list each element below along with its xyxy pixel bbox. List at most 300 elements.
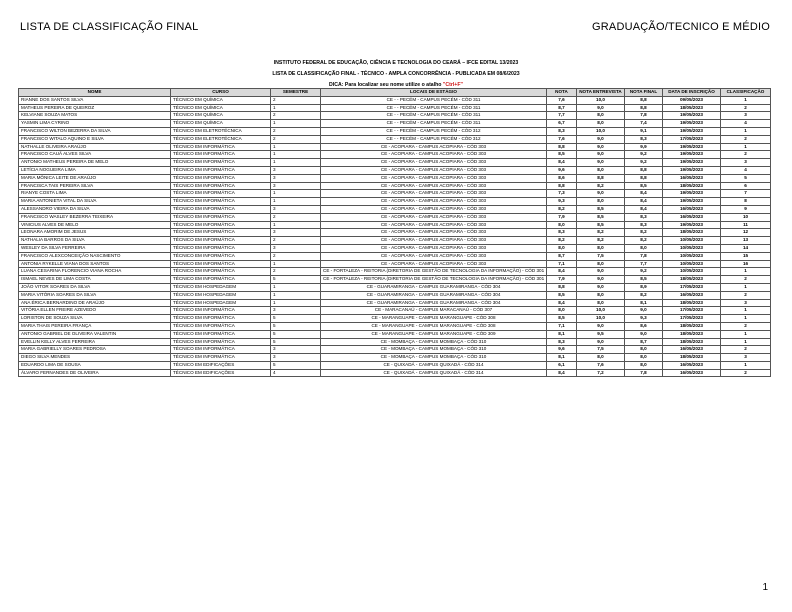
semester-cell: 1 bbox=[271, 299, 321, 307]
score-cell: 7,9 bbox=[547, 276, 577, 284]
semester-cell: 3 bbox=[271, 307, 321, 315]
student-name-cell: MARIA THAIS PEREIRA FRANÇA bbox=[19, 322, 171, 330]
table-row bbox=[19, 127, 771, 135]
table-row bbox=[19, 112, 771, 120]
registration-date-cell: 16/05/2023 bbox=[663, 205, 721, 213]
list-title: LISTA DE CLASSIFICAÇÃO FINAL bbox=[20, 21, 199, 33]
interview-score-cell: 8,8 bbox=[577, 174, 625, 182]
course-name-cell: TÉCNICO EM HOSPEDAGEM bbox=[171, 299, 271, 307]
registration-date-cell: 17/05/2023 bbox=[663, 283, 721, 291]
student-name-cell: MARIA VITÓRIA SOARES DA SILVA bbox=[19, 291, 171, 299]
table-row bbox=[19, 361, 771, 369]
internship-location-cell: CE - FORTALEZA - REITORIA (DIRETORIA DE GESTÃO DE TECNOLOGIA DA INFORMAÇÃO) - CÓD 301 bbox=[321, 276, 547, 284]
ranking-cell: 2 bbox=[721, 151, 771, 159]
table-row bbox=[19, 307, 771, 315]
interview-score-cell: 8,0 bbox=[577, 120, 625, 128]
final-score-cell: 7,8 bbox=[625, 252, 663, 260]
registration-date-cell: 18/05/2023 bbox=[663, 276, 721, 284]
internship-location-cell: CE - MARANGUAPE - CAMPUS MARANGUAPE - CÓD 308 bbox=[321, 322, 547, 330]
student-name-cell: ÁLVARO FERNANDES DE OLIVEIRA bbox=[19, 369, 171, 377]
interview-score-cell: 9,0 bbox=[577, 338, 625, 346]
course-name-cell: TÉCNICO EM QUÍMICA bbox=[171, 96, 271, 104]
semester-cell: 2 bbox=[271, 268, 321, 276]
student-name-cell: RIANYE COSTA LIMA bbox=[19, 190, 171, 198]
internship-location-cell: CE - ACOPIARA - CAMPUS ACOPIARA - CÓD 303 bbox=[321, 260, 547, 268]
student-name-cell: ISMAEL NEVES DE LIMA COSTA bbox=[19, 276, 171, 284]
student-name-cell: NATHALIA BARROS DA SILVA bbox=[19, 237, 171, 245]
course-name-cell: TÉCNICO EM INFORMÁTICA bbox=[171, 346, 271, 354]
ranking-cell: 10 bbox=[721, 213, 771, 221]
registration-date-cell: 16/05/2023 bbox=[663, 174, 721, 182]
ranking-cell: 13 bbox=[721, 237, 771, 245]
search-hint-shortcut: "Ctrl+F" bbox=[442, 82, 463, 88]
interview-score-cell: 8,2 bbox=[577, 229, 625, 237]
final-score-cell: 8,0 bbox=[625, 361, 663, 369]
semester-cell: 2 bbox=[271, 112, 321, 120]
internship-location-cell: CE - ACOPIARA - CAMPUS ACOPIARA - CÓD 303 bbox=[321, 151, 547, 159]
table-row bbox=[19, 221, 771, 229]
ranking-cell: 7 bbox=[721, 190, 771, 198]
semester-cell: 1 bbox=[271, 198, 321, 206]
semester-cell: 1 bbox=[271, 159, 321, 167]
semester-cell: 5 bbox=[271, 315, 321, 323]
course-name-cell: TÉCNICO EM HOSPEDAGEM bbox=[171, 291, 271, 299]
final-score-cell: 9,0 bbox=[625, 330, 663, 338]
final-score-cell: 8,5 bbox=[625, 182, 663, 190]
registration-date-cell: 10/05/2023 bbox=[663, 244, 721, 252]
final-score-cell: 8,7 bbox=[625, 338, 663, 346]
ranking-cell: 3 bbox=[721, 159, 771, 167]
score-cell: 6,1 bbox=[547, 361, 577, 369]
score-cell: 8,1 bbox=[547, 330, 577, 338]
score-cell: 8,8 bbox=[547, 143, 577, 151]
semester-cell: 1 bbox=[271, 104, 321, 112]
internship-location-cell: CE - GUARAMIRANGA - CAMPUS GUARAMIRANGA - CÓD 304 bbox=[321, 283, 547, 291]
semester-cell: 5 bbox=[271, 338, 321, 346]
ranking-cell: 6 bbox=[721, 182, 771, 190]
col-nota-entrevista-header: NOTA ENTREVISTA bbox=[577, 89, 625, 97]
semester-cell: 5 bbox=[271, 322, 321, 330]
interview-score-cell: 9,0 bbox=[577, 104, 625, 112]
course-name-cell: TÉCNICO EM INFORMÁTICA bbox=[171, 182, 271, 190]
registration-date-cell: 19/05/2023 bbox=[663, 159, 721, 167]
registration-date-cell: 16/05/2023 bbox=[663, 369, 721, 377]
final-score-cell: 8,4 bbox=[625, 198, 663, 206]
course-name-cell: TÉCNICO EM INFORMÁTICA bbox=[171, 221, 271, 229]
interview-score-cell: 9,0 bbox=[577, 151, 625, 159]
interview-score-cell: 9,5 bbox=[577, 330, 625, 338]
student-name-cell: LEONARA AMORIM DE JESUS bbox=[19, 229, 171, 237]
ranking-cell: 4 bbox=[721, 120, 771, 128]
score-cell: 9,6 bbox=[547, 166, 577, 174]
student-name-cell: LETÍCIA NOGUEIRA LIMA bbox=[19, 166, 171, 174]
level-title: GRADUAÇÃO/TECNICO E MÉDIO bbox=[592, 21, 770, 33]
interview-score-cell: 8,5 bbox=[577, 205, 625, 213]
final-score-cell: 9,2 bbox=[625, 151, 663, 159]
col-semestre-header: SEMESTRE bbox=[271, 89, 321, 97]
table-row bbox=[19, 182, 771, 190]
semester-cell: 1 bbox=[271, 291, 321, 299]
interview-score-cell: 8,0 bbox=[577, 354, 625, 362]
interview-score-cell: 9,0 bbox=[577, 135, 625, 143]
table-row bbox=[19, 346, 771, 354]
final-score-cell: 8,0 bbox=[625, 354, 663, 362]
registration-date-cell: 18/05/2023 bbox=[663, 182, 721, 190]
registration-date-cell: 19/05/2023 bbox=[663, 120, 721, 128]
semester-cell: 3 bbox=[271, 229, 321, 237]
ranking-cell: 2 bbox=[721, 322, 771, 330]
final-score-cell: 8,8 bbox=[625, 174, 663, 182]
course-name-cell: TÉCNICO EM INFORMÁTICA bbox=[171, 244, 271, 252]
semester-cell: 3 bbox=[271, 174, 321, 182]
registration-date-cell: 18/05/2023 bbox=[663, 299, 721, 307]
internship-location-cell: CE - MARANGUAPE - CAMPUS MARANGUAPE - CÓD 309 bbox=[321, 330, 547, 338]
registration-date-cell: 16/05/2023 bbox=[663, 346, 721, 354]
internship-location-cell: CE - QUIXADÁ - CAMPUS QUIXADÁ - CÓD 314 bbox=[321, 369, 547, 377]
interview-score-cell: 9,0 bbox=[577, 283, 625, 291]
ranking-cell: 16 bbox=[721, 260, 771, 268]
score-cell: 7,1 bbox=[547, 322, 577, 330]
table-row bbox=[19, 205, 771, 213]
student-name-cell: FRANCISCO CAUÃ ALVES SILVA bbox=[19, 151, 171, 159]
course-name-cell: TÉCNICO EM ELETROTÉCNICA bbox=[171, 135, 271, 143]
semester-cell: 2 bbox=[271, 135, 321, 143]
registration-date-cell: 19/05/2023 bbox=[663, 143, 721, 151]
table-body bbox=[19, 96, 771, 377]
final-score-cell: 8,4 bbox=[625, 190, 663, 198]
student-name-cell: ANTONIO GABRIEL DE OLIVEIRA VALENTIN bbox=[19, 330, 171, 338]
col-locais-header: LOCAIS DE ESTÁGIO bbox=[321, 89, 547, 97]
student-name-cell: KELVIANE SOUZA MATOS bbox=[19, 112, 171, 120]
student-name-cell: ANA ÉRICA BERNARDINO DE ARAÚJO bbox=[19, 299, 171, 307]
final-score-cell: 8,4 bbox=[625, 205, 663, 213]
internship-location-cell: CE - MOMBAÇA - CAMPUS MOMBAÇA - CÓD 310 bbox=[321, 354, 547, 362]
semester-cell: 1 bbox=[271, 151, 321, 159]
student-name-cell: LORISTON DE SOUZA SILVA bbox=[19, 315, 171, 323]
registration-date-cell: 10/05/2023 bbox=[663, 252, 721, 260]
semester-cell: 3 bbox=[271, 244, 321, 252]
semester-cell: 2 bbox=[271, 252, 321, 260]
table-row bbox=[19, 198, 771, 206]
interview-score-cell: 7,5 bbox=[577, 252, 625, 260]
score-cell: 7,6 bbox=[547, 96, 577, 104]
course-name-cell: TÉCNICO EM INFORMÁTICA bbox=[171, 166, 271, 174]
course-name-cell: TÉCNICO EM INFORMÁTICA bbox=[171, 205, 271, 213]
internship-location-cell: CE - ACOPIARA - CAMPUS ACOPIARA - CÓD 303 bbox=[321, 190, 547, 198]
semester-cell: 1 bbox=[271, 221, 321, 229]
internship-location-cell: CE - MOMBAÇA - CAMPUS MOMBAÇA - CÓD 310 bbox=[321, 346, 547, 354]
score-cell: 8,4 bbox=[547, 268, 577, 276]
student-name-cell: MATHEUS PEREIRA DE QUEIROZ bbox=[19, 104, 171, 112]
course-name-cell: TÉCNICO EM INFORMÁTICA bbox=[171, 252, 271, 260]
score-cell: 8,0 bbox=[547, 244, 577, 252]
table-row bbox=[19, 244, 771, 252]
semester-cell: 3 bbox=[271, 166, 321, 174]
semester-cell: 5 bbox=[271, 361, 321, 369]
registration-date-cell: 18/05/2023 bbox=[663, 354, 721, 362]
internship-location-cell: CE - ACOPIARA - CAMPUS ACOPIARA - CÓD 303 bbox=[321, 174, 547, 182]
internship-location-cell: CE - - PECÉM - CAMPUS PECÉM - CÓD 311 bbox=[321, 112, 547, 120]
registration-date-cell: 18/05/2023 bbox=[663, 229, 721, 237]
interview-score-cell: 8,0 bbox=[577, 244, 625, 252]
registration-date-cell: 19/05/2023 bbox=[663, 151, 721, 159]
internship-location-cell: CE - ACOPIARA - CAMPUS ACOPIARA - CÓD 303 bbox=[321, 182, 547, 190]
ranking-cell: 2 bbox=[721, 104, 771, 112]
course-name-cell: TÉCNICO EM INFORMÁTICA bbox=[171, 229, 271, 237]
registration-date-cell: 19/05/2023 bbox=[663, 221, 721, 229]
score-cell: 7,6 bbox=[547, 135, 577, 143]
table-row bbox=[19, 166, 771, 174]
course-name-cell: TÉCNICO EM INFORMÁTICA bbox=[171, 151, 271, 159]
final-score-cell: 8,8 bbox=[625, 104, 663, 112]
student-name-cell: LUANA CESARINA FLORENCIO VIANA ROCHA bbox=[19, 268, 171, 276]
registration-date-cell: 18/05/2023 bbox=[663, 104, 721, 112]
table-row bbox=[19, 299, 771, 307]
score-cell: 8,1 bbox=[547, 354, 577, 362]
score-cell: 8,2 bbox=[547, 237, 577, 245]
final-score-cell: 9,3 bbox=[625, 315, 663, 323]
ranking-cell: 11 bbox=[721, 221, 771, 229]
col-nome-header: NOME bbox=[19, 89, 171, 97]
score-cell: 8,4 bbox=[547, 159, 577, 167]
score-cell: 7,9 bbox=[547, 213, 577, 221]
semester-cell: 2 bbox=[271, 213, 321, 221]
registration-date-cell: 17/05/2023 bbox=[663, 135, 721, 143]
semester-cell: 3 bbox=[271, 182, 321, 190]
registration-date-cell: 19/05/2023 bbox=[663, 198, 721, 206]
internship-location-cell: CE - MARACANAÚ - CAMPUS MARACANAÚ - CÓD 307 bbox=[321, 307, 547, 315]
ranking-cell: 3 bbox=[721, 354, 771, 362]
internship-location-cell: CE - - PECÉM - CAMPUS PECÉM - CÓD 311 bbox=[321, 120, 547, 128]
ranking-cell: 1 bbox=[721, 338, 771, 346]
table-header-row bbox=[19, 89, 771, 97]
final-score-cell: 8,6 bbox=[625, 322, 663, 330]
table-row bbox=[19, 322, 771, 330]
registration-date-cell: 10/05/2023 bbox=[663, 237, 721, 245]
registration-date-cell: 16/05/2023 bbox=[663, 291, 721, 299]
course-name-cell: TÉCNICO EM ELETROTÉCNICA bbox=[171, 127, 271, 135]
document-heading bbox=[0, 58, 792, 91]
final-score-cell: 9,0 bbox=[625, 307, 663, 315]
final-score-cell: 8,1 bbox=[625, 299, 663, 307]
internship-location-cell: CE - QUIXADÁ - CAMPUS QUIXADÁ - CÓD 314 bbox=[321, 361, 547, 369]
ranking-cell: 1 bbox=[721, 361, 771, 369]
semester-cell: 2 bbox=[271, 237, 321, 245]
ranking-cell: 4 bbox=[721, 166, 771, 174]
course-name-cell: TÉCNICO EM INFORMÁTICA bbox=[171, 143, 271, 151]
table-row bbox=[19, 330, 771, 338]
semester-cell: 3 bbox=[271, 354, 321, 362]
semester-cell: 3 bbox=[271, 205, 321, 213]
semester-cell: 1 bbox=[271, 143, 321, 151]
ranking-cell: 1 bbox=[721, 127, 771, 135]
course-name-cell: TÉCNICO EM HOSPEDAGEM bbox=[171, 283, 271, 291]
score-cell: 8,4 bbox=[547, 299, 577, 307]
score-cell: 8,4 bbox=[547, 369, 577, 377]
student-name-cell: NATHALLE OLIVEIRA ARAÚJO bbox=[19, 143, 171, 151]
interview-score-cell: 10,0 bbox=[577, 307, 625, 315]
final-score-cell: 8,2 bbox=[625, 229, 663, 237]
interview-score-cell: 10,0 bbox=[577, 96, 625, 104]
registration-date-cell: 16/05/2023 bbox=[663, 213, 721, 221]
final-score-cell: 8,0 bbox=[625, 346, 663, 354]
course-name-cell: TÉCNICO EM INFORMÁTICA bbox=[171, 198, 271, 206]
student-name-cell: ALESSANDRO VIEIRA DA SILVA bbox=[19, 205, 171, 213]
ranking-cell: 1 bbox=[721, 268, 771, 276]
final-score-cell: 8,2 bbox=[625, 237, 663, 245]
table-row bbox=[19, 213, 771, 221]
final-score-cell: 7,8 bbox=[625, 369, 663, 377]
interview-score-cell: 9,0 bbox=[577, 190, 625, 198]
interview-score-cell: 9,0 bbox=[577, 268, 625, 276]
list-description-line: LISTA DE CLASSIFICAÇÃO FINAL - TÉCNICO - AMPLA CONCORRÊNCIA - PUBLICADA EM 08/6/2023 bbox=[272, 71, 520, 77]
score-cell: 8,6 bbox=[547, 174, 577, 182]
score-cell: 7,3 bbox=[547, 190, 577, 198]
table-row bbox=[19, 104, 771, 112]
interview-score-cell: 8,2 bbox=[577, 237, 625, 245]
student-name-cell: EVELLIN KELLY ALVES FERREIRA bbox=[19, 338, 171, 346]
student-name-cell: FRANCISCO WASLEY BEZERRA TEIXEIRA bbox=[19, 213, 171, 221]
table-row bbox=[19, 291, 771, 299]
table-row bbox=[19, 237, 771, 245]
score-cell: 9,3 bbox=[547, 198, 577, 206]
student-name-cell: WESLEY DA SILVA FERREIRA bbox=[19, 244, 171, 252]
table-row bbox=[19, 369, 771, 377]
classification-table bbox=[18, 88, 771, 377]
page-number: 1 bbox=[762, 582, 768, 593]
final-score-cell: 8,8 bbox=[625, 96, 663, 104]
final-score-cell: 8,0 bbox=[625, 244, 663, 252]
semester-cell: 1 bbox=[271, 283, 321, 291]
score-cell: 8,0 bbox=[547, 307, 577, 315]
semester-cell: 3 bbox=[271, 346, 321, 354]
score-cell: 8,7 bbox=[547, 252, 577, 260]
interview-score-cell: 8,0 bbox=[577, 112, 625, 120]
ranking-cell: 3 bbox=[721, 299, 771, 307]
registration-date-cell: 19/05/2023 bbox=[663, 127, 721, 135]
student-name-cell: JOÃO VITOR SOARES DA SILVA bbox=[19, 283, 171, 291]
registration-date-cell: 19/05/2023 bbox=[663, 166, 721, 174]
interview-score-cell: 9,0 bbox=[577, 143, 625, 151]
interview-score-cell: 8,5 bbox=[577, 213, 625, 221]
table-row bbox=[19, 283, 771, 291]
score-cell: 8,8 bbox=[547, 283, 577, 291]
final-score-cell: 7,8 bbox=[625, 112, 663, 120]
internship-location-cell: CE - FORTALEZA - REITORIA (DIRETORIA DE GESTÃO DE TECNOLOGIA DA INFORMAÇÃO) - CÓD 301 bbox=[321, 268, 547, 276]
table-row bbox=[19, 143, 771, 151]
internship-location-cell: CE - ACOPIARA - CAMPUS ACOPIARA - CÓD 303 bbox=[321, 244, 547, 252]
student-name-cell: RIANNE DOS SANTOS SILVA bbox=[19, 96, 171, 104]
ranking-cell: 1 bbox=[721, 143, 771, 151]
final-score-cell: 8,9 bbox=[625, 283, 663, 291]
student-name-cell: ANTONIO MATHEUS PEREIRA DE MELO bbox=[19, 159, 171, 167]
registration-date-cell: 10/05/2023 bbox=[663, 260, 721, 268]
internship-location-cell: CE - ACOPIARA - CAMPUS ACOPIARA - CÓD 303 bbox=[321, 159, 547, 167]
internship-location-cell: CE - MOMBAÇA - CAMPUS MOMBAÇA - CÓD 310 bbox=[321, 338, 547, 346]
internship-location-cell: CE - ACOPIARA - CAMPUS ACOPIARA - CÓD 303 bbox=[321, 198, 547, 206]
interview-score-cell: 10,0 bbox=[577, 127, 625, 135]
internship-location-cell: CE - ACOPIARA - CAMPUS ACOPIARA - CÓD 303 bbox=[321, 229, 547, 237]
col-classificacao-header: CLASSIFICAÇÃO bbox=[721, 89, 771, 97]
interview-score-cell: 9,0 bbox=[577, 159, 625, 167]
table-row bbox=[19, 174, 771, 182]
ranking-cell: 2 bbox=[721, 369, 771, 377]
semester-cell: 1 bbox=[271, 190, 321, 198]
registration-date-cell: 19/05/2023 bbox=[663, 112, 721, 120]
student-name-cell: FRANCISCA TAIS PEREIRA SILVA bbox=[19, 182, 171, 190]
interview-score-cell: 8,0 bbox=[577, 291, 625, 299]
ranking-cell: 2 bbox=[721, 276, 771, 284]
registration-date-cell: 19/05/2023 bbox=[663, 190, 721, 198]
course-name-cell: TÉCNICO EM INFORMÁTICA bbox=[171, 174, 271, 182]
course-name-cell: TÉCNICO EM INFORMÁTICA bbox=[171, 322, 271, 330]
internship-location-cell: CE - ACOPIARA - CAMPUS ACOPIARA - CÓD 303 bbox=[321, 237, 547, 245]
interview-score-cell: 8,0 bbox=[577, 198, 625, 206]
table-row bbox=[19, 315, 771, 323]
final-score-cell: 8,8 bbox=[625, 166, 663, 174]
course-name-cell: TÉCNICO EM INFORMÁTICA bbox=[171, 330, 271, 338]
search-hint-text: DICA: Para localizar seu nome utilize o atalho bbox=[329, 82, 443, 88]
student-name-cell: MARIA GABRIELLY SOARES PEDROSA bbox=[19, 346, 171, 354]
table-row bbox=[19, 354, 771, 362]
score-cell: 8,5 bbox=[547, 151, 577, 159]
final-score-cell: 8,3 bbox=[625, 221, 663, 229]
ranking-cell: 1 bbox=[721, 307, 771, 315]
course-name-cell: TÉCNICO EM INFORMÁTICA bbox=[171, 276, 271, 284]
interview-score-cell: 9,0 bbox=[577, 276, 625, 284]
ranking-cell: 3 bbox=[721, 112, 771, 120]
student-name-cell: MARIA MÔNICA LEITE DE ARAÚJO bbox=[19, 174, 171, 182]
score-cell: 8,8 bbox=[547, 182, 577, 190]
table-row bbox=[19, 159, 771, 167]
student-name-cell: VINICIUS ALVES DE MELO bbox=[19, 221, 171, 229]
student-name-cell: VITÓRIA ELLEN FREIRE AZEVEDO bbox=[19, 307, 171, 315]
table-row bbox=[19, 151, 771, 159]
semester-cell: 1 bbox=[271, 260, 321, 268]
student-name-cell: MARIA ANTONIETA VITAL DA SILVA bbox=[19, 198, 171, 206]
interview-score-cell: 8,5 bbox=[577, 221, 625, 229]
internship-location-cell: CE - MARANGUAPE - CAMPUS MARANGUAPE - CÓD 308 bbox=[321, 315, 547, 323]
table-row bbox=[19, 252, 771, 260]
final-score-cell: 8,3 bbox=[625, 213, 663, 221]
course-name-cell: TÉCNICO EM INFORMÁTICA bbox=[171, 315, 271, 323]
internship-location-cell: CE - ACOPIARA - CAMPUS ACOPIARA - CÓD 303 bbox=[321, 166, 547, 174]
ranking-cell: 1 bbox=[721, 96, 771, 104]
ranking-cell: 1 bbox=[721, 330, 771, 338]
final-score-cell: 9,9 bbox=[625, 143, 663, 151]
table-row bbox=[19, 260, 771, 268]
student-name-cell: EDUARDO LIMA DE SOUSA bbox=[19, 361, 171, 369]
score-cell: 8,3 bbox=[547, 338, 577, 346]
table-row bbox=[19, 338, 771, 346]
ranking-cell: 2 bbox=[721, 135, 771, 143]
registration-date-cell: 09/05/2023 bbox=[663, 96, 721, 104]
score-cell: 8,7 bbox=[547, 104, 577, 112]
interview-score-cell: 9,0 bbox=[577, 322, 625, 330]
table-row bbox=[19, 190, 771, 198]
registration-date-cell: 16/05/2023 bbox=[663, 361, 721, 369]
semester-cell: 2 bbox=[271, 127, 321, 135]
interview-score-cell: 7,2 bbox=[577, 369, 625, 377]
score-cell: 8,5 bbox=[547, 291, 577, 299]
final-score-cell: 7,4 bbox=[625, 120, 663, 128]
score-cell: 8,3 bbox=[547, 229, 577, 237]
internship-location-cell: CE - ACOPIARA - CAMPUS ACOPIARA - CÓD 303 bbox=[321, 143, 547, 151]
final-score-cell: 8,5 bbox=[625, 276, 663, 284]
registration-date-cell: 18/05/2023 bbox=[663, 322, 721, 330]
internship-location-cell: CE - - PECÉM - CAMPUS PECÉM - CÓD 311 bbox=[321, 104, 547, 112]
internship-location-cell: CE - - PECÉM - CAMPUS PECÉM - CÓD 312 bbox=[321, 127, 547, 135]
